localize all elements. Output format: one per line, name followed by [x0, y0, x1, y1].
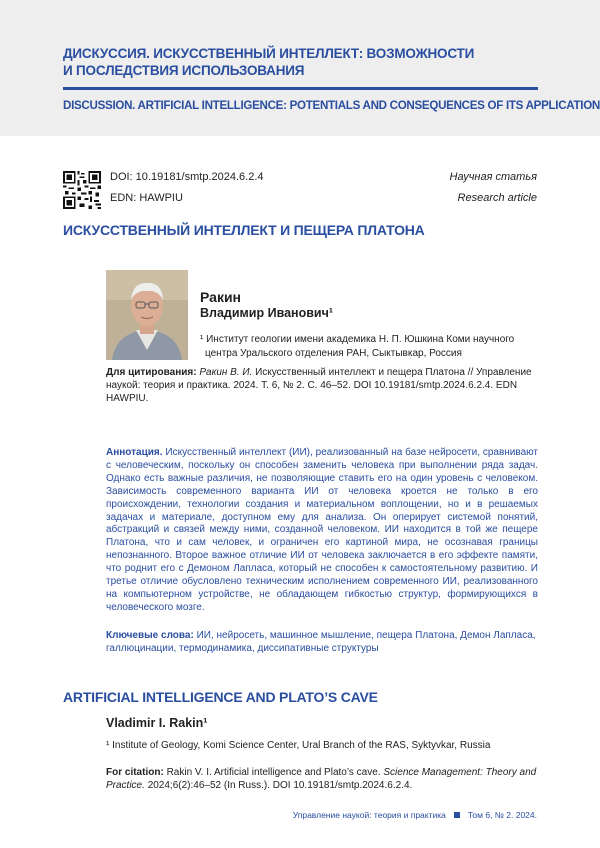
abstract-ru	[106, 447, 538, 615]
header-divider	[63, 87, 538, 90]
section-title-ru	[63, 45, 523, 79]
citation-en-journal: Science Management: Theory and Practice.	[106, 767, 537, 791]
qr-code-icon	[63, 171, 101, 209]
section-title-en: DISCUSSION. ARTIFICIAL INTELLIGENCE: POTENTIALS AND CONSEQUENCES OF ITS APPLICATION	[63, 99, 600, 112]
citation-ru-text: Искусственный интеллект и пещера Платона // Управление наукой: теория и практика. 2024. Т. 6, № 2. С. 46–52. DOI 10.19181/smtp.2024.6.2.4. EDN HAWPIU.	[106, 367, 532, 404]
keywords-ru	[106, 629, 538, 655]
citation-en-label: For citation:	[106, 767, 164, 778]
abstract-text: Искусственный интеллект (ИИ), реализованный на базе нейросети, сравнивают с человеческим, поскольку он способен заменить человека при выполнении ряда задач. Однако есть важные различия, не позволяющие ставить его на один уровень с человеком. Зависимость современного варианта ИИ от человека кроется не только в его происхождении, технологии создания и материальном воплощении, но и в решаемых задачах и материале, доступном ему для анализа. Он оперирует системой понятий, абстракций и связей между ними, созданной человеком. ИИ находится в той же пещере Платона, что и сам человек, и ограничен его картиной мира, не осознавая границы непознанного. Второе важное отличие ИИ от человека заключается в его эффекте памяти, что роднит его с Демоном Лапласа, который не способен к самостоятельному развитию. И третье отличие обусловлено техническим исполнением современного ИИ, реализованного на компьютерном устройстве, не обладающем гибкостью структур, формирующихся в человеческого мозге.	[106, 447, 539, 613]
author-surname: Ракин	[200, 289, 242, 305]
citation-en	[106, 766, 538, 792]
citation-ru-label: Для цитирования:	[106, 367, 197, 378]
article-type-en: Research article	[457, 192, 537, 204]
author-name-en: Vladimir I. Rakin¹	[106, 716, 208, 730]
citation-ru	[106, 366, 538, 405]
footer-issue: Том 6, № 2. 2024.	[467, 810, 537, 820]
author-name: Владимир Иванович¹	[200, 306, 334, 320]
square-bullet-icon	[454, 812, 460, 818]
page-footer	[293, 810, 537, 820]
citation-en-rest: 2024;6(2):46–52 (In Russ.). DOI 10.19181/smtp.2024.6.2.4.	[147, 780, 413, 791]
keywords-label: Ключевые слова:	[106, 630, 194, 641]
footer-journal: Управление наукой: теория и практика	[292, 810, 446, 820]
edn: EDN: HAWPIU	[110, 192, 183, 204]
citation-ru-author: Ракин В. И.	[199, 367, 253, 378]
abstract-label: Аннотация.	[106, 447, 163, 458]
affiliation-ru	[200, 333, 520, 360]
author-photo	[106, 270, 188, 360]
citation-en-text: Rakin V. I. Artificial intelligence and Plato’s cave.	[166, 767, 381, 778]
affiliation-en: ¹ Institute of Geology, Komi Science Center, Ural Branch of the RAS, Syktyvkar, Russia	[106, 740, 491, 751]
affiliation-ru-line2: центра Уральского отделения РАН, Сыктывкар, Россия	[205, 347, 462, 359]
article-type-ru: Научная статья	[449, 171, 537, 183]
section-title-ru-line2: И ПОСЛЕДСТВИЯ ИСПОЛЬЗОВАНИЯ	[63, 63, 305, 78]
article-title-ru: ИСКУССТВЕННЫЙ ИНТЕЛЛЕКТ И ПЕЩЕРА ПЛАТОНА	[63, 222, 425, 238]
affiliation-ru-line1: ¹ Институт геологии имени академика Н. П. Юшкина Коми научного	[200, 334, 515, 345]
keywords-text: ИИ, нейросеть, машинное мышление, пещера Платона, Демон Лапласа, галлюцинации, термодинамика, диссипативные структуры	[106, 630, 536, 654]
doi[interactable]: DOI: 10.19181/smtp.2024.6.2.4	[110, 171, 264, 183]
section-title-ru-line1: ДИСКУССИЯ. ИСКУССТВЕННЫЙ ИНТЕЛЛЕКТ: ВОЗМОЖНОСТИ	[63, 46, 475, 61]
article-title-en: ARTIFICIAL INTELLIGENCE AND PLATO’S CAVE	[63, 689, 378, 705]
